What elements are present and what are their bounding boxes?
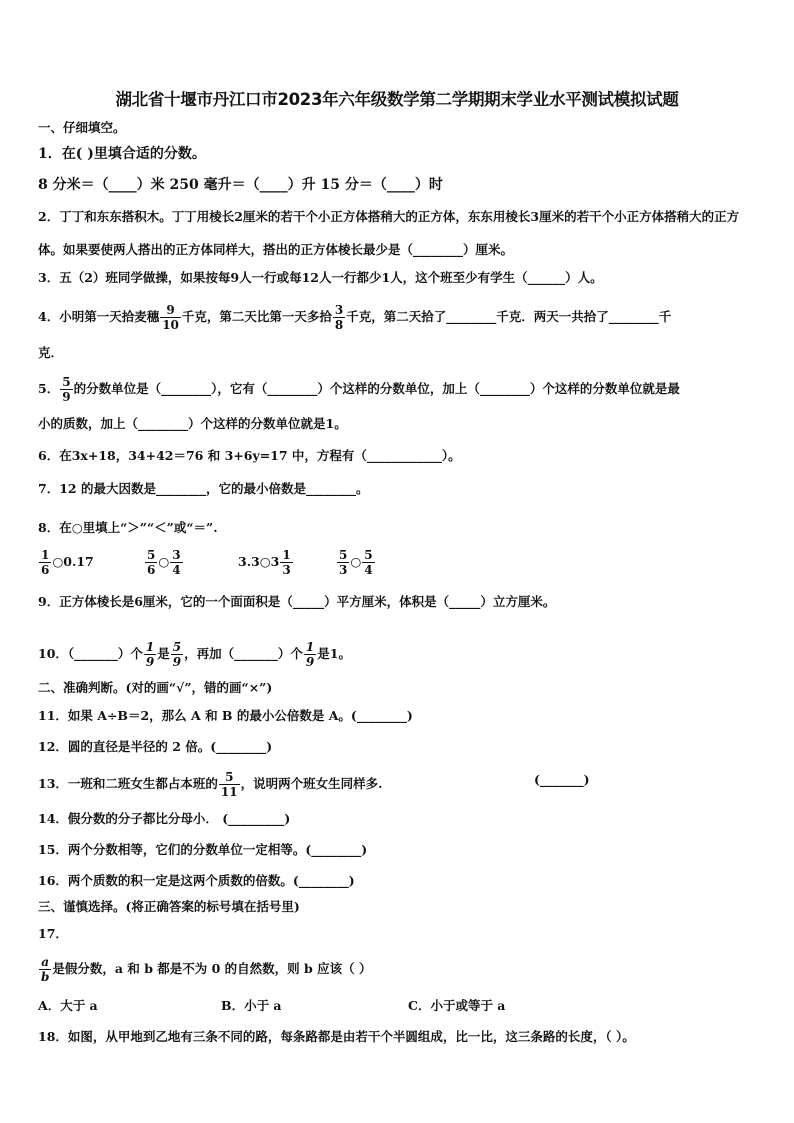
question-14: 14．假分数的分子都比分母小． (_________) bbox=[38, 811, 291, 826]
q5-text-pre: 5． bbox=[38, 381, 60, 396]
section-heading-3: 三、谨慎选择。(将正确答案的标号填在括号里) bbox=[38, 899, 300, 914]
q8-item-2: $\frac{5}{6}$ ○ $\frac{3}{4}$ bbox=[147, 548, 181, 577]
question-5-continued: 小的质数，加上（________）个这样的分数单位就是1。 bbox=[38, 416, 347, 431]
question-17-number: 17． bbox=[38, 926, 68, 941]
q8-item-4-fraction-b: $\frac{5}{4}$ bbox=[364, 548, 373, 577]
q4-text-mid2: 千克，第二天拾了________千克．两天一共拾了________千 bbox=[346, 309, 672, 324]
question-7: 7．12 的最大因数是________，它的最小倍数是________。 bbox=[38, 481, 369, 496]
question-3: 3．五（2）班同学做操，如果按每9人一行或每12人一行都少1人，这个班至少有学生（______）人。 bbox=[38, 270, 603, 285]
q13-text-post: ，说明两个班女生同样多. bbox=[240, 776, 383, 791]
question-6: 6．在3x+18，34+42＝76 和 3+6y=17 中，方程有（____________）。 bbox=[38, 448, 461, 463]
q13-text-pre: 13．一班和二班女生都占本班的 bbox=[38, 776, 218, 791]
q8-item-3: 3.3○3 $\frac{1}{3}$ bbox=[238, 548, 291, 577]
q17-text: 是假分数，a 和 b 都是不为 0 的自然数，则 b 应该（ ） bbox=[52, 961, 372, 976]
q5-text-mid: 的分数单位是（________），它有（________）个这样的分数单位，加上（________）个这样的分数单位就是最 bbox=[73, 381, 680, 396]
section-heading-2: 二、准确判断。(对的画“√”，错的画“×”) bbox=[38, 680, 273, 695]
question-4 bbox=[38, 303, 758, 332]
q17-option-b: B．小于 a bbox=[221, 998, 282, 1013]
question-8-items bbox=[38, 548, 758, 584]
q10-text-pre: 10．（_______）个 bbox=[38, 646, 143, 661]
q17-option-c: C．小于或等于 a bbox=[408, 998, 506, 1013]
question-11: 11．如果 A÷B＝2，那么 A 和 B 的最小公倍数是 A。(________) bbox=[38, 708, 413, 723]
q8-item-1-fraction: $\frac{1}{6}$ bbox=[41, 548, 50, 577]
q17-fraction: $\frac{a}{b}$ bbox=[41, 955, 50, 984]
q10-text-mid: ，再加（_______）个 bbox=[184, 646, 303, 661]
q5-fraction: $\frac{5}{9}$ bbox=[62, 375, 71, 404]
section-heading-1: 一、仔细填空。 bbox=[38, 120, 126, 135]
q10-fraction-3: $\frac{1}{9}$ bbox=[305, 640, 315, 669]
q4-fraction-2: $\frac{3}{8}$ bbox=[334, 303, 344, 332]
q13-fraction: $\frac{5}{11}$ bbox=[220, 770, 238, 799]
q10-text-is: 是 bbox=[157, 646, 170, 661]
question-5 bbox=[38, 375, 758, 404]
q10-fraction-2: $\frac{5}{9}$ bbox=[172, 640, 182, 669]
question-15: 15．两个分数相等，它们的分数单位一定相等。(________) bbox=[38, 842, 368, 857]
q4-text-pre: 4．小明第一天拾麦穗 bbox=[38, 309, 160, 324]
question-12: 12．圆的直径是半径的 2 倍。(________) bbox=[38, 739, 273, 754]
question-16: 16．两个质数的积一定是这两个质数的倍数。(________) bbox=[38, 873, 355, 888]
question-4-continued: 克． bbox=[38, 345, 64, 360]
q17-option-a: A．大于 a bbox=[38, 998, 98, 1013]
q8-item-1: $\frac{1}{6}$ ○0.17 bbox=[41, 548, 94, 577]
q4-fraction-1: $\frac{9}{10}$ bbox=[162, 303, 179, 332]
page-title: 湖北省十堰市丹江口市2023年六年级数学第二学期期末学业水平测试模拟试题 bbox=[115, 90, 679, 109]
question-2: 2．丁丁和东东搭积木。丁丁用棱长2厘米的若干个小正方体搭稍大的正方体，东东用棱长3厘米的若干个小正方体搭稍大的正方体。如果要使两人搭出的正方体同样大，搭出的正方体棱长最少是（________）厘米。 bbox=[38, 209, 740, 257]
q4-text-mid1: 千克，第二天比第一天多拾 bbox=[181, 309, 332, 324]
question-1: 1．在( )里填合适的分数。 bbox=[38, 146, 206, 162]
question-18: 18．如图，从甲地到乙地有三条不同的路，每条路都是由若干个半圆组成，比一比，这三条路的长度，（ ）。 bbox=[38, 1029, 635, 1044]
q10-fraction-1: $\frac{1}{9}$ bbox=[145, 640, 155, 669]
q8-item-3-fraction: $\frac{1}{3}$ bbox=[282, 548, 291, 577]
question-1-blanks: 8 分米＝（____）米 250 毫升＝（____）升 15 分＝（____）时 bbox=[38, 177, 443, 193]
question-10 bbox=[38, 640, 758, 669]
q8-item-4-fraction-a: $\frac{5}{3}$ bbox=[339, 548, 348, 577]
q8-item-4: $\frac{5}{3}$ ○ $\frac{5}{4}$ bbox=[339, 548, 373, 577]
q8-item-2-fraction-a: $\frac{5}{6}$ bbox=[147, 548, 156, 577]
question-9: 9．正方体棱长是6厘米，它的一个面面积是（_____）平方厘米，体积是（_____）立方厘米。 bbox=[38, 594, 556, 609]
question-8: 8．在○里填上“＞”“＜”或“＝”. bbox=[38, 520, 218, 535]
q13-answer-blank: (_______) bbox=[534, 772, 590, 787]
q10-text-post: 是1。 bbox=[317, 646, 351, 661]
q8-item-2-fraction-b: $\frac{3}{4}$ bbox=[172, 548, 181, 577]
question-17 bbox=[38, 955, 758, 984]
question-13 bbox=[38, 770, 758, 799]
